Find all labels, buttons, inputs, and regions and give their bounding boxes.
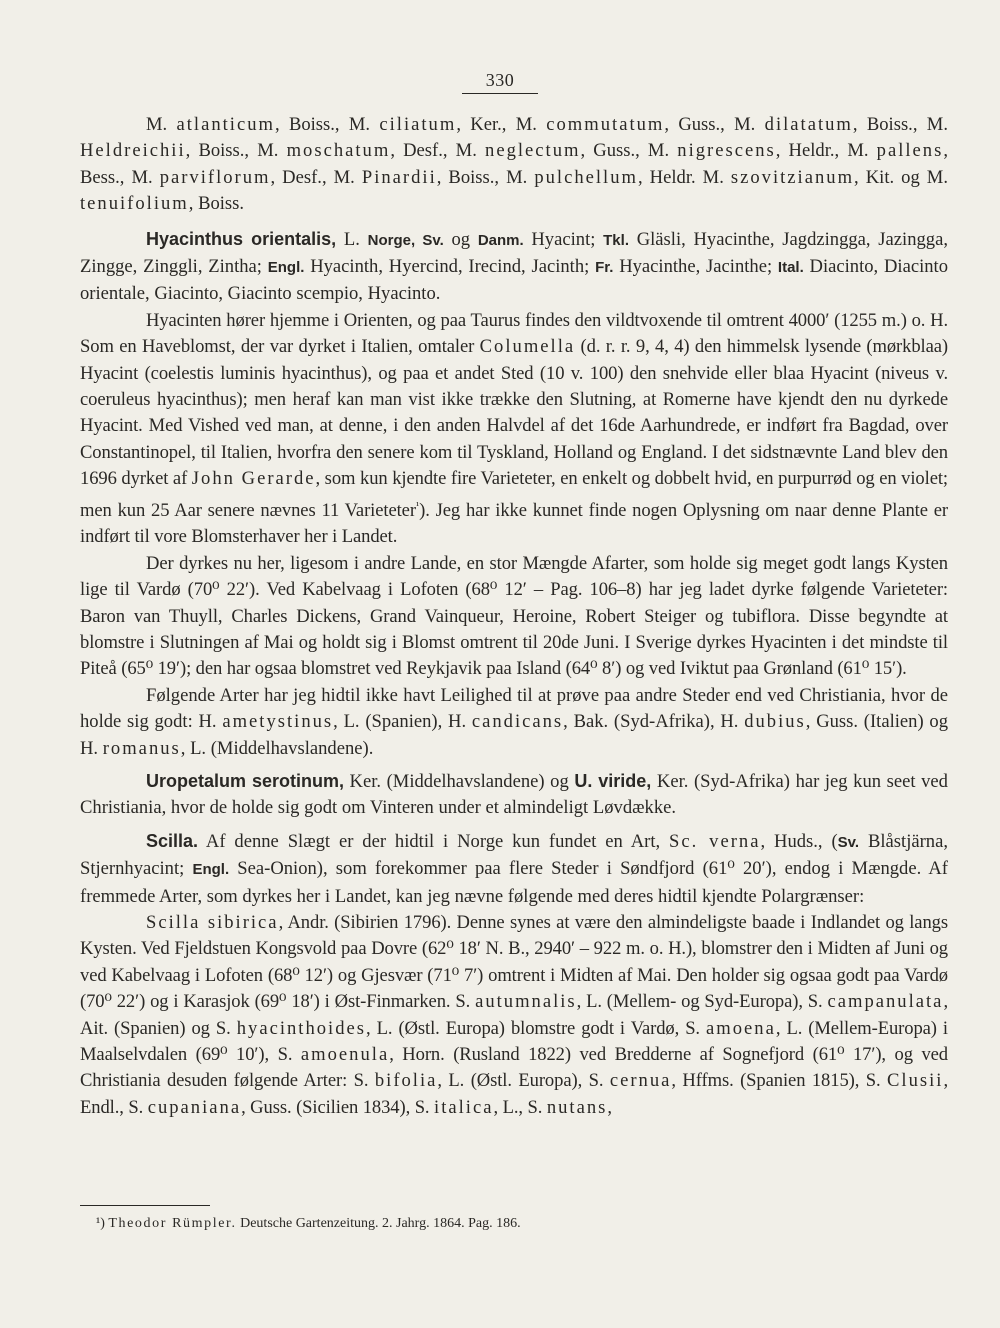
section-heading: Uropetalum serotinum, (146, 770, 344, 791)
paragraph-other-hyacinths: Følgende Arter har jeg hidtil ikke havt Leilighed til at prøve paa andre Steder end ved Christiania, hvor de holde sig godt: H. ametystinus, L. (Spanien), H. candicans, Bak. (Syd-Afrika), H. dubius, Guss. (Italien) og H. romanus, L. (Middelhavslandene). (80, 684, 949, 759)
paragraph-muscari-species: M. atlanticum, Boiss., M. ciliatum, Ker., M. commutatum, Guss., M. dilatatum, Boiss., M. Heldreichii, Boiss., M. moschatum, Desf., M. neglectum, Guss., M. nigrescens, Heldr., M. pallens, Bess., M. parviflorum, Desf., M. Pinardii, Boiss., M. pulchellum, Heldr. M. szovitzianum, Kit. og M. tenuifolium, Boiss. (80, 114, 948, 215)
footnote: ¹) Theodor Rümpler. Deutsche Gartenzeitung. 2. Jahrg. 1864. Pag. 186. (96, 1216, 521, 1231)
paragraph-hyacinth-varieties: Der dyrkes nu her, ligesom i andre Lande, en stor Mængde Afarter, som holde sig meget godt langs Kysten lige til Vardø (70⁰ 22′). Ved Kabelvaag i Lofoten (68⁰ 12′ – Pag. 106–8) har jeg ladet dyrke følgende Varieteter: Baron van Thuyll, Charles Dickens, Grand Vainqueur, Heroine, Robert Steiger og tubiflora. Disse begyndte at blomstre i Slutningen af Mai og holdt sig i Blomst omtrent til 20de Juni. I Sverige dyrkes Hyacinten i det mindste til Piteå (65⁰ 19′); den har ogsaa blomstret ved Reykjavik paa Island (64⁰ 8′) og ved Iviktut paa Grønland (61⁰ 15′). (80, 552, 948, 680)
section-heading: U. viride, (574, 770, 652, 791)
main-text (80, 112, 948, 1121)
paragraph-hyacinth-history: Hyacinten hører hjemme i Orienten, og paa Taurus findes den vildtvoxende til omtrent 4000′ (1255 m.) o. H. Som en Haveblomst, der var dyrket i Italien, omtaler Columella (d. r. r. 9, 4, 4) den himmelsk lysende (mørkblaa) Hyacint (coelestis luminis hyacinthus), og paa et andet Sted (10 v. 100) den snehvide eller blaa Hyacint (niveus v. coeruleus hyacinthus); men heraf kan man vist ikke trække den Slutning, at Romerne have kjendt den nu dyrkede Hyacint. Med Vished ved man, at denne, i den anden Halvdel af det 16de Aarhundrede, er indført fra Bagdad, over Constantinopel, til Italien, hvorfra den senere kom til Tyskland, Holland og England. I det sidstnævnte Land blev den 1696 dyrket af John Gerarde, som kun kjendte fire Varieteter, en enkelt og dobbelt hvid, en purpurrød og en violet; men kun 25 Aar senere nævnes 11 Varieteter$^{^1}$). Jeg har ikke kunnet finde nogen Oplysning om naar denne Plante er indført til vore Blomsterhaver her i Landet. (80, 309, 948, 548)
section-heading: Hyacinthus orientalis, (146, 228, 337, 249)
paragraph-scilla-species: Scilla sibirica, Andr. (Sibirien 1796). Denne synes at være den almindeligste baade i Indlandet og langs Kysten. Ved Fjeldstuen Kongsvold paa Dovre (62⁰ 18′ N. B., 2940′ – 922 m. o. H.), blomstrer den i Midten af Juni og ved Kabelvaag i Lofoten (68⁰ 12′) og Gjesvær (71⁰ 7′) omtrent i Midten af Mai. Den holder sig ogsaa godt paa Vardø (70⁰ 22′) og i Karasjok (69⁰ 18′) i Øst-Finmarken. S. autumnalis, L. (Mellem- og Syd-Europa), S. campanulata, Ait. (Spanien) og S. hyacinthoides, L. (Østl. Europa) blomstre godt i Vardø, S. amoena, L. (Mellem-Europa) i Maalselvdalen (69⁰ 10′), S. amoenula, Horn. (Rusland 1822) ved Bredderne af Sognefjord (61⁰ 17′), og ved Christiania desuden følgende Arter: S. bifolia, L. (Østl. Europa), S. cernua, Hffms. (Spanien 1815), S. Clusii, Endl., S. cupaniana, Guss. (Sicilien 1834), S. italica, L., S. nutans, (80, 911, 948, 1118)
paragraph-hyacinthus-heading: Hyacinthus orientalis, L. Norge, Sv. og Danm. Hyacint; Tkl. Gläsli, Hyacinthe, Jagdzingga, Jazingga, Zingge, Zinggli, Zintha; Engl. Hyacinth, Hyercind, Irecind, Jacinth; Fr. Hyacinthe, Jacinthe; Ital. Diacinto, Diacinto orientale, Giacinto, Giacinto scempio, Hyacinto. (80, 228, 949, 305)
paragraph-scilla-heading: Scilla. Af denne Slægt er der hidtil i Norge kun fundet en Art, Sc. verna, Huds., (Sv. Blåstjärna, Stjernhyacint; Engl. Sea-Onion), som forekommer paa flere Steder i Søndfjord (61⁰ 20′), endog i Mængde. Af fremmede Arter, som dyrkes her i Landet, kan jeg nævne følgende med deres hidtil kjendte Polargrænser: (80, 830, 948, 907)
footnote-ref: ¹ (415, 499, 420, 512)
section-heading: Scilla. (146, 830, 199, 851)
footnote-divider (80, 1205, 210, 1206)
page-number: 330 (0, 70, 1000, 91)
paragraph-uropetalum: Uropetalum serotinum, Ker. (Middelhavslandene) og U. viride, Ker. (Syd-Afrika) har jeg kun seet ved Christiania, hvor de holde sig godt om Vinteren under et almindeligt Løvdække. (80, 770, 948, 819)
